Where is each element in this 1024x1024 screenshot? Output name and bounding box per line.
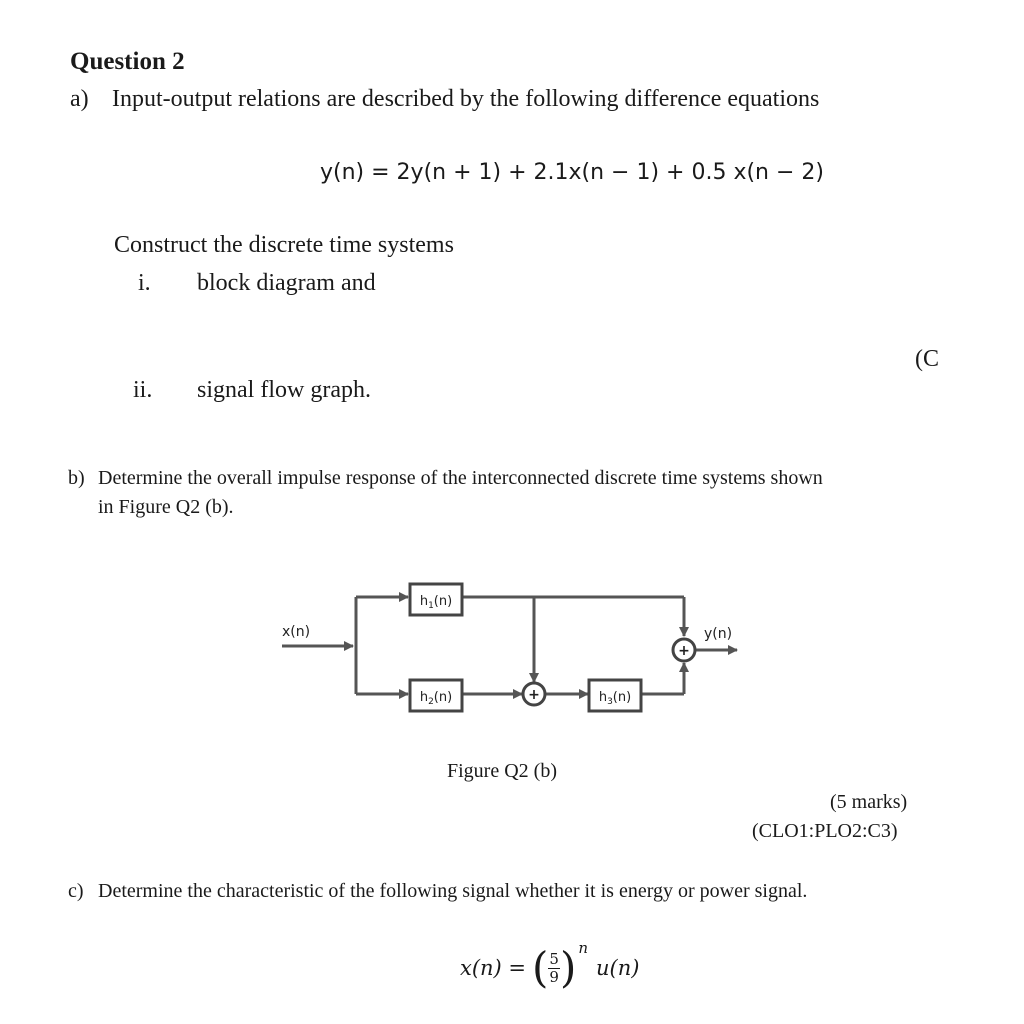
item-ii-text: signal flow graph. [197,377,371,403]
part-b-text-line1: Determine the overall impulse response of the interconnected discrete time systems shown [98,467,823,489]
part-b-marks: (5 marks) [830,791,908,813]
output-label: y(n) [704,626,733,642]
eq-rhs: u(n) [596,956,640,980]
part-b-text-line2: in Figure Q2 (b). [98,496,234,518]
marks-fragment: (C [915,346,939,372]
energy-power-equation [460,938,639,998]
fraction-denominator: 9 [549,967,559,986]
part-c-label: c) [68,880,84,902]
part-a-label: a) [70,86,89,112]
item-ii-num: ii. [133,377,153,403]
h2-label: $h_2(n)$ [419,690,453,707]
adder-1-symbol: + [528,687,540,703]
left-paren: ( [532,943,549,992]
question-title: Question 2 [70,48,185,75]
adder-2-symbol: + [678,643,690,659]
exponent: n [578,939,589,957]
eq-lhs: x(n) = [460,956,527,980]
part-c-text: Determine the characteristic of the following signal whether it is energy or power signal. [98,880,808,902]
item-i-text: block diagram and [197,270,376,296]
part-b-label: b) [68,467,85,489]
fraction [548,949,560,986]
h3-label: $h_3(n)$ [598,690,632,707]
difference-equation: y(n) = 2y(n + 1) + 2.1x(n − 1) + 0.5 x(n − 2) [320,160,824,185]
part-a-instruction: Construct the discrete time systems [114,232,454,258]
h1-label: $h_1(n)$ [419,594,453,611]
right-paren: ) [559,943,577,992]
part-b-clo: (CLO1:PLO2:C3) [752,820,898,842]
part-a-text: Input-output relations are described by the following difference equations [112,86,820,112]
fraction-numerator: 5 [549,949,559,968]
figure-caption: Figure Q2 (b) [447,760,557,782]
item-i-num: i. [138,270,151,296]
input-label: x(n) [282,624,311,640]
